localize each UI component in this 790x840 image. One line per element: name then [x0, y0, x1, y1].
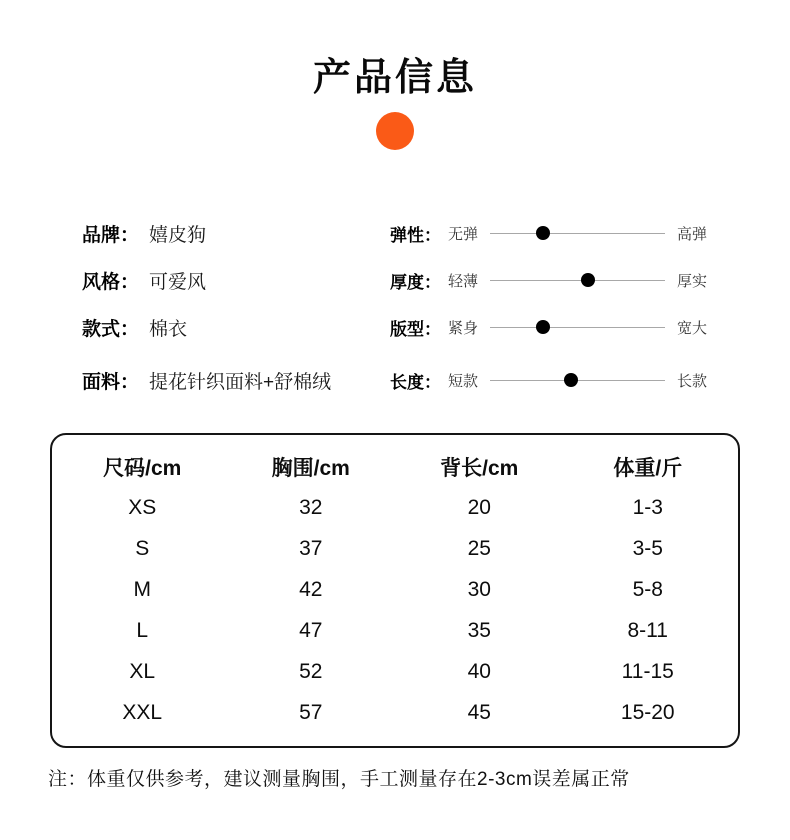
attribute-label: 品牌：: [82, 224, 140, 246]
table-cell: 32: [299, 496, 323, 520]
slider-max-label: 厚实: [677, 272, 708, 290]
attribute-value: 提花针织面料+舒棉绒: [149, 371, 332, 393]
accent-circle: [376, 112, 414, 150]
slider-row-length: [390, 357, 790, 404]
size-table-header-cell: 胸围/cm: [271, 457, 350, 481]
slider-track: [490, 233, 665, 234]
slider-list: [390, 210, 790, 404]
slider-row-thickness: [390, 257, 790, 304]
attribute-row-fabric: [82, 357, 390, 404]
slider-max-label: 长款: [677, 372, 708, 390]
table-cell: 40: [467, 660, 491, 684]
table-cell: 20: [467, 496, 491, 520]
slider-min-label: 短款: [448, 372, 479, 390]
table-cell: 3-5: [632, 537, 663, 561]
table-row-xl: [58, 652, 732, 693]
attribute-value: 嬉皮狗: [149, 224, 207, 246]
slider-label: 厚度：: [390, 272, 441, 292]
table-cell: S: [135, 537, 150, 561]
slider-min-label: 无弹: [448, 225, 479, 243]
slider-dot: [581, 273, 595, 287]
table-cell: 5-8: [632, 578, 663, 602]
table-cell: 42: [299, 578, 323, 602]
table-row-l: [58, 611, 732, 652]
page-title: 产品信息: [312, 57, 477, 99]
table-cell: XXL: [122, 701, 163, 725]
table-cell: L: [136, 619, 149, 643]
attribute-label: 款式：: [82, 318, 140, 340]
slider-track: [490, 380, 665, 381]
slider-track: [490, 280, 665, 281]
table-cell: 35: [467, 619, 491, 643]
table-cell: 11-15: [621, 660, 674, 684]
table-cell: 25: [467, 537, 491, 561]
table-cell: XL: [129, 660, 156, 684]
table-cell: 30: [467, 578, 491, 602]
slider-track: [490, 327, 665, 328]
size-table-card: [50, 433, 740, 748]
slider-max-label: 宽大: [677, 319, 708, 337]
attribute-row-brand: [82, 210, 390, 257]
info-section: [0, 210, 790, 404]
slider-dot: [564, 373, 578, 387]
slider-label: 长度：: [390, 372, 441, 392]
size-table-header-cell: 体重/斤: [613, 457, 683, 481]
table-cell: 57: [299, 701, 323, 725]
slider-row-elasticity: [390, 210, 790, 257]
slider-min-label: 紧身: [448, 319, 479, 337]
table-cell: 45: [467, 701, 491, 725]
table-row-xxl: [58, 693, 732, 734]
size-table-header-cell: 背长/cm: [440, 457, 519, 481]
table-cell: 1-3: [632, 496, 663, 520]
attribute-label: 风格：: [82, 271, 140, 293]
table-cell: 8-11: [627, 619, 668, 643]
attribute-list: [82, 210, 390, 404]
attribute-row-type: [82, 304, 390, 351]
table-cell: XS: [128, 496, 157, 520]
size-table-header-cell: 尺码/cm: [103, 457, 182, 481]
table-cell: 37: [299, 537, 323, 561]
attribute-row-style: [82, 257, 390, 304]
attribute-value: 棉衣: [149, 318, 188, 340]
product-info-page: [0, 58, 790, 840]
table-cell: M: [133, 578, 151, 602]
table-row-s: [58, 529, 732, 570]
slider-dot: [536, 226, 550, 240]
slider-min-label: 轻薄: [448, 272, 479, 290]
table-row-m: [58, 570, 732, 611]
slider-label: 版型：: [390, 319, 441, 339]
size-table-header-row: [58, 447, 732, 488]
slider-row-fit: [390, 304, 790, 351]
slider-max-label: 高弹: [677, 225, 708, 243]
table-cell: 15-20: [620, 701, 675, 725]
table-cell: 52: [299, 660, 323, 684]
attribute-value: 可爱风: [149, 271, 207, 293]
note-text: 注：体重仅供参考，建议测量胸围，手工测量存在2-3cm误差属正常: [48, 768, 630, 790]
table-cell: 47: [299, 619, 323, 643]
attribute-label: 面料：: [82, 371, 140, 393]
size-table: [58, 447, 732, 734]
slider-dot: [536, 320, 550, 334]
slider-label: 弹性：: [390, 225, 441, 245]
table-row-xs: [58, 488, 732, 529]
